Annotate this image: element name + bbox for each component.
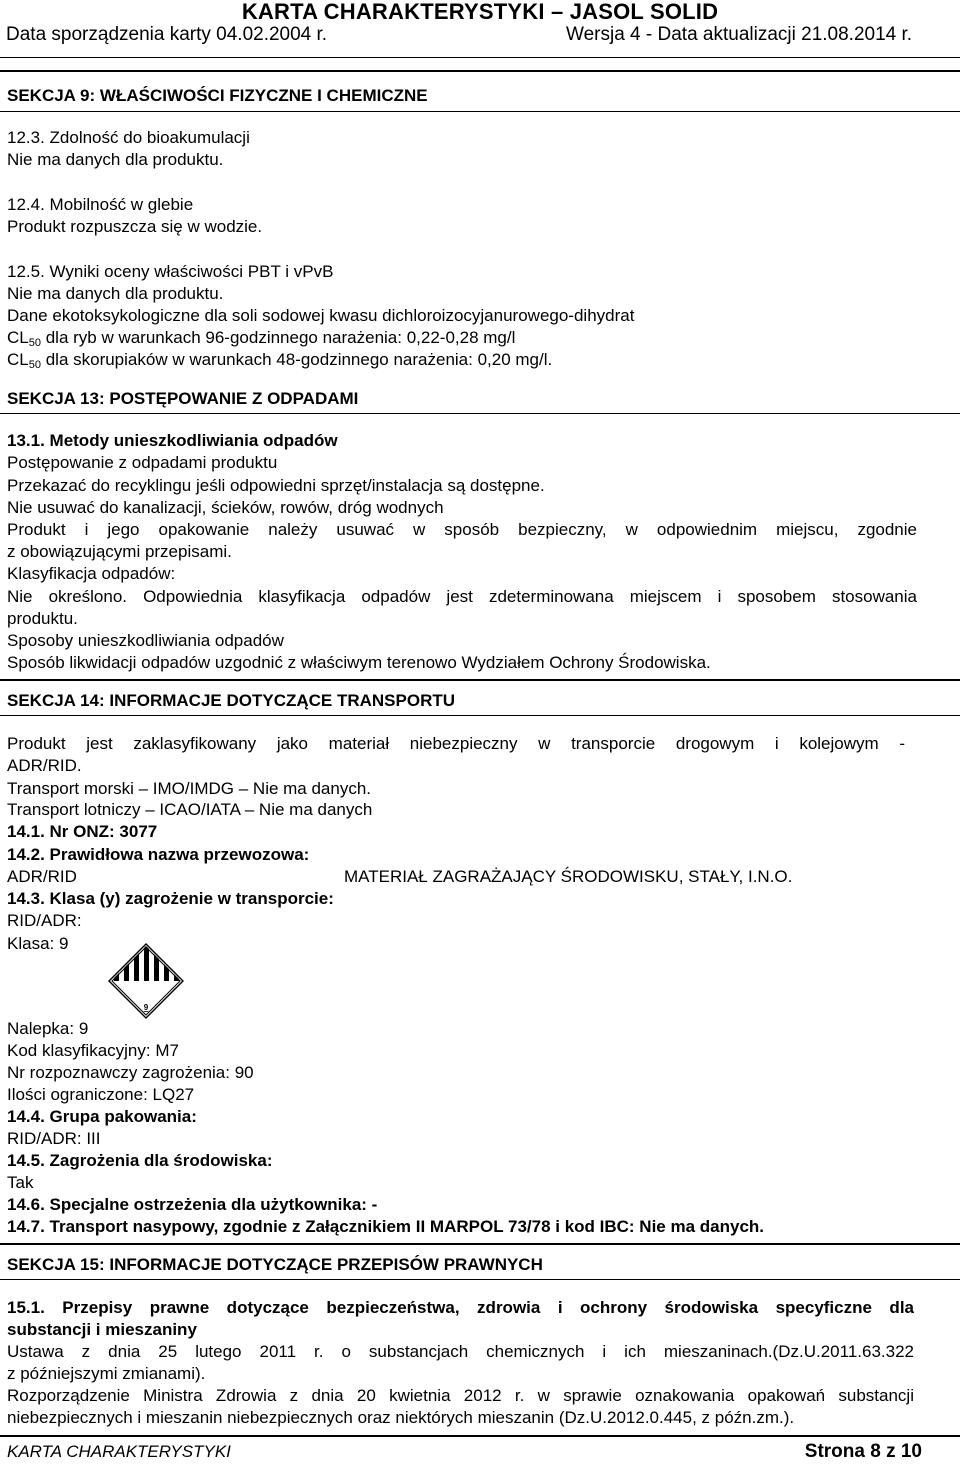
shipping-name-key: ADR/RID [7, 867, 77, 886]
classification-code: Kod klasyfikacyjny: M7 [7, 1041, 179, 1060]
law-2-b: niebezpiecznych i mieszanin niebezpiecznych oraz niektórych mieszanin (Dz.U.2012.0.445, z późn.zm.). [7, 1408, 795, 1427]
section-13-heading-rule [0, 413, 960, 414]
transport-intro-b: ADR/RID. [7, 756, 82, 775]
waste-text-7: Sposoby unieszkodliwiania odpadów [7, 631, 284, 650]
cl50-fish: CL50 dla ryb w warunkach 96-godzinnego narażenia: 0,22-0,28 mg/l [7, 328, 516, 349]
hazard-id-number: Nr rozpoznawczy zagrożenia: 90 [7, 1063, 254, 1082]
law-2-a: Rozporządzenie Ministra Zdrowia z dnia 20 kwietnia 2012 r. w sprawie oznakowania opakowań substancji [7, 1386, 914, 1405]
law-1-a: Ustawa z dnia 25 lutego 2011 r. o substancjach chemicznych i ich mieszaninach.(Dz.U.2011.63.322 [7, 1342, 914, 1361]
bulk-transport-title: 14.7. Transport nasypowy, zgodnie z Załącznikiem II MARPOL 73/78 i kod IBC: Nie ma danych. [7, 1217, 765, 1236]
page-number: Strona 8 z 10 [804, 1441, 922, 1462]
law-1-b: z późniejszymi zmianami). [7, 1364, 206, 1383]
waste-text-6b: produktu. [7, 609, 78, 628]
creation-date: Data sporządzenia karty 04.02.2004 r. [6, 24, 328, 45]
shipping-name-value: MATERIAŁ ZAGRAŻAJĄCY ŚRODOWISKU, STAŁY, I.N.O. [344, 867, 793, 886]
subsection-12-3-text: Nie ma danych dla produktu. [7, 150, 224, 169]
header-divider [0, 57, 960, 58]
hazard-class-rid: RID/ADR: [7, 911, 82, 930]
section-9-top-rule [0, 70, 960, 72]
section-9-heading-rule [0, 111, 960, 112]
waste-text-4a: Produkt i jego opakowanie należy usuwać w sposób bezpieczny, w odpowiednim miejscu, zgodnie [7, 520, 917, 539]
hazard-class-value: Klasa: 9 [7, 934, 69, 953]
section-13-heading: SEKCJA 13: POSTĘPOWANIE Z ODPADAMI [7, 389, 359, 408]
un-number: 14.1. Nr ONZ: 3077 [7, 822, 158, 841]
shipping-name-title: 14.2. Prawidłowa nazwa przewozowa: [7, 845, 310, 864]
section-14-top-rule [0, 679, 960, 681]
subsection-12-4-text: Produkt rozpuszcza się w wodzie. [7, 217, 263, 236]
section-9-heading: SEKCJA 9: WŁAŚCIWOŚCI FIZYCZNE I CHEMICZNE [7, 86, 428, 105]
regulations-title-b: substancji i mieszaniny [7, 1320, 197, 1339]
waste-text-1: Postępowanie z odpadami produktu [7, 453, 278, 472]
section-15-heading-rule [0, 1279, 960, 1280]
subsection-13-1-title: 13.1. Metody unieszkodliwiania odpadów [7, 431, 338, 450]
subsection-12-4-title: 12.4. Mobilność w glebie [7, 195, 194, 214]
user-precautions-title: 14.6. Specjalne ostrzeżenia dla użytkownika: - [7, 1195, 378, 1214]
section-15-top-rule [0, 1243, 960, 1245]
version-info: Wersja 4 - Data aktualizacji 21.08.2014 r. [566, 24, 913, 45]
limited-quantities: Ilości ograniczone: LQ27 [7, 1085, 195, 1104]
packing-group-title: 14.4. Grupa pakowania: [7, 1107, 197, 1126]
section-14-heading-rule [0, 715, 960, 716]
transport-intro-a: Produkt jest zaklasyfikowany jako materiał niebezpieczny w transporcie drogowym i kolejowym - [7, 734, 905, 753]
waste-text-4b: z obowiązującymi przepisami. [7, 542, 232, 561]
subsection-12-5-text: Nie ma danych dla produktu. [7, 284, 224, 303]
section-14-heading: SEKCJA 14: INFORMACJE DOTYCZĄCE TRANSPORTU [7, 691, 456, 710]
document-title: KARTA CHARAKTERYSTYKI – JASOL SOLID [241, 0, 719, 24]
waste-text-8: Sposób likwidacji odpadów uzgodnić z właściwym terenowo Wydziałem Ochrony Środowiska. [7, 653, 711, 672]
cl50-crustaceans: CL50 dla skorupiaków w warunkach 48-godzinnego narażenia: 0,20 mg/l. [7, 350, 553, 371]
section-15-heading: SEKCJA 15: INFORMACJE DOTYCZĄCE PRZEPISÓW PRAWNYCH [7, 1255, 543, 1274]
transport-air: Transport lotniczy – ICAO/IATA – Nie ma danych [7, 800, 373, 819]
waste-text-6a: Nie określono. Odpowiednia klasyfikacja odpadów jest zdeterminowana miejscem i sposobem stosowania [7, 587, 917, 606]
subsection-12-5-title: 12.5. Wyniki oceny właściwości PBT i vPvB [7, 262, 334, 281]
environmental-hazards-title: 14.5. Zagrożenia dla środowiska: [7, 1151, 273, 1170]
packing-group-value: RID/ADR: III [7, 1129, 101, 1148]
subsection-12-3-title: 12.3. Zdolność do bioakumulacji [7, 128, 250, 147]
waste-text-5: Klasyfikacja odpadów: [7, 564, 176, 583]
hazard-class-title: 14.3. Klasa (y) zagrożenie w transporcie: [7, 889, 334, 908]
waste-text-3: Nie usuwać do kanalizacji, ścieków, rowów, dróg wodnych [7, 498, 444, 517]
hazard-label-number: 9 [143, 1003, 149, 1012]
footer-document-name: KARTA CHARAKTERYSTYKI [7, 1442, 231, 1461]
footer-divider [0, 1435, 960, 1437]
waste-text-2: Przekazać do recyklingu jeśli odpowiedni sprzęt/instalacja są dostępne. [7, 476, 545, 495]
transport-sea: Transport morski – IMO/IMDG – Nie ma danych. [7, 779, 372, 798]
label-number: Nalepka: 9 [7, 1019, 89, 1038]
regulations-title-a: 15.1. Przepisy prawne dotyczące bezpieczeństwa, zdrowia i ochrony środowiska specyficzne dla [7, 1298, 914, 1317]
ecotox-data-intro: Dane ekotoksykologiczne dla soli sodowej kwasu dichloroizocyjanurowego-dihydrat [7, 306, 635, 325]
environmental-hazards-value: Tak [7, 1173, 34, 1192]
class-9-hazard-label-icon [108, 943, 184, 1019]
